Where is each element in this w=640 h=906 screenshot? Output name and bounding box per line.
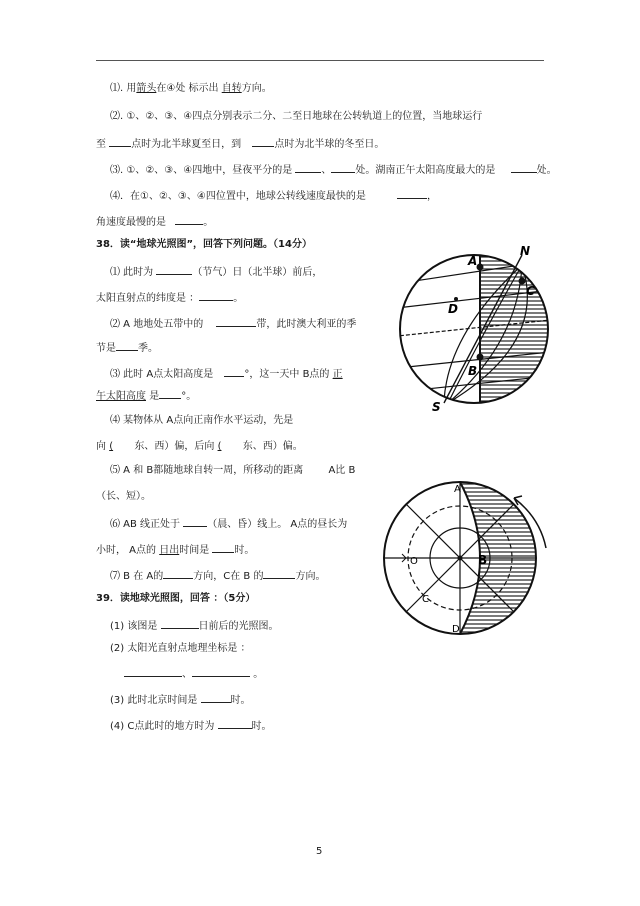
answer-blank[interactable] [161,618,199,629]
answer-blank[interactable]: ( [217,441,222,452]
point-D [454,297,458,301]
label-A: A [468,254,478,268]
label-S: S [432,400,441,414]
text: 是 [149,391,160,402]
pole-point [458,556,463,561]
q39-line5 [110,718,272,734]
text: 点时为北半球夏至日，到 [131,139,242,150]
text: 。 [203,217,214,228]
answer-blank[interactable] [163,568,193,579]
text: 。 [233,293,244,304]
text: 东、西）偏。 [242,441,303,452]
q38-line1 [110,264,322,280]
answer-blank[interactable] [212,542,234,553]
q38-line11 [110,516,347,532]
text: 日出 [159,545,180,556]
q38-line2 [96,290,243,306]
q38-line7: ⑷ 某物体从 A点向正南作水平运动，先是 [110,415,294,426]
point-B [477,354,484,361]
label-C: C [526,284,535,298]
answer-blank[interactable] [331,162,355,173]
answer-blank[interactable] [216,316,256,327]
text: 处。湖南正午太阳高度最大的是 [355,165,496,176]
text: 处。 [536,165,557,176]
text: (4) C点此时的地方时为 [110,721,215,732]
text: ⑸ A 和 B都随地球自转一周，所移动的距离 [110,465,304,476]
q38-title: 38．读“地球光照图”，回答下列问题。（14分） [96,239,312,250]
answer-blank[interactable] [175,214,203,225]
q39-line3 [124,666,263,682]
text: 方向。 [241,83,272,94]
text: 向 [96,441,106,452]
text: 点时为北半球的冬至日。 [274,139,385,150]
q38-line3 [110,316,356,332]
page-number: 5 [316,846,323,857]
answer-blank[interactable] [511,162,537,173]
text: ⑴ 此时为 [110,267,154,278]
answer-blank[interactable] [218,718,252,729]
text: （节气）日（北半球）前后， [192,267,323,278]
answer-blank[interactable] [252,136,274,147]
text: ⑶. ①、②、③、④四地中，昼夜平分的是 [110,165,293,176]
answer-blank[interactable] [159,388,181,399]
text: 季。 [138,343,158,354]
text: 、 [182,669,192,680]
answer-blank[interactable] [199,290,233,301]
text: (1) 该图是 [110,621,158,632]
text: 午太阳高度 [96,391,146,402]
text: ⑺ B 在 A的 [110,571,164,582]
q39-line1 [110,618,279,634]
answer-blank[interactable] [156,264,192,275]
answer-blank[interactable] [263,568,295,579]
label-D: D [448,302,458,316]
text: ⑵ A 地地处五带中的 [110,319,204,330]
text: （晨、昏）线上。 A点的昼长为 [207,519,348,530]
q38-line4 [96,340,158,356]
answer-blank[interactable] [397,188,427,199]
q38-line8 [96,440,303,454]
text: 自转 [221,83,242,94]
text: 方向。 [295,571,326,582]
text: A比 B [328,465,356,476]
text: ⑶ 此时 A点太阳高度是 [110,369,214,380]
label-B: B [478,553,488,567]
text: 日前后的光照图。 [198,621,279,632]
q38-line6 [96,388,196,404]
answer-blank[interactable] [183,516,207,527]
text: 太阳直射点的纬度是 ： [96,293,200,304]
q37-item-2-line1: ⑵. ①、②、③、④四点分别表示二分、二至日地球在公转轨道上的位置，当地球运行 [110,111,483,122]
q37-item-3 [110,162,557,178]
label-D: D [452,624,460,635]
answer-blank[interactable] [201,692,231,703]
label-N: N [520,244,531,258]
text: 方向，C在 B 的 [193,571,264,582]
text: 东、西）偏，后向 [134,441,215,452]
text: 至 [96,139,106,150]
text: 在④处 标示出 [156,83,219,94]
text: (3) 此时北京时间是 [110,695,198,706]
text: 、 [321,165,332,176]
text: °，这一天中 B点的 [244,369,330,380]
header-rule [96,60,544,61]
earth-illumination-polar-view [372,478,550,638]
q38-line12 [96,542,254,558]
text: °。 [181,391,197,402]
q37-item-1 [110,82,272,96]
text: ⑷．在①、②、③、④四位置中，地球公转线速度最快的是 [110,191,366,202]
q39-title: 39．读地球光照图，回答 ：（5分） [96,593,256,604]
label-A: A [454,484,461,495]
text: 箭头 [136,83,157,94]
text: 节是 [96,343,116,354]
q39-line4 [110,692,251,708]
text: ⑹ AB 线正处于 [110,519,181,530]
label-C: C [422,594,429,605]
point-A [477,264,484,271]
text: 时。 [251,721,272,732]
answer-blank[interactable] [192,666,250,677]
q38-line5 [110,366,343,382]
text: 小时， A点的 [96,545,157,556]
label-O: O [410,556,418,567]
q37-item-4-line2 [96,214,213,230]
q38-line9 [110,464,355,478]
text: 角速度最慢的是 [96,217,166,228]
q37-item-4-line1 [110,188,437,204]
answer-blank[interactable] [224,366,244,377]
text: 。 [253,669,264,680]
earth-illumination-side-view [388,243,558,415]
q38-line13 [110,568,325,584]
text: 正 [332,369,343,380]
q37-item-2-line2 [96,136,384,152]
text: 带，此时澳大利亚的季 [256,319,357,330]
answer-blank[interactable] [109,136,131,147]
answer-blank[interactable] [116,340,138,351]
answer-blank[interactable]: ( [109,441,114,452]
text: 时。 [234,545,255,556]
q38-line10: （长、短）。 [96,491,151,502]
answer-blank[interactable] [124,666,182,677]
q39-line2: (2) 太阳光直射点地理坐标是 ： [110,643,251,654]
text: ， [427,191,438,202]
text: ⑴. 用 [110,83,137,94]
text: 时间是 [179,545,210,556]
text: 时。 [230,695,251,706]
label-B: B [468,364,478,378]
point-C [519,278,526,285]
answer-blank[interactable] [295,162,321,173]
